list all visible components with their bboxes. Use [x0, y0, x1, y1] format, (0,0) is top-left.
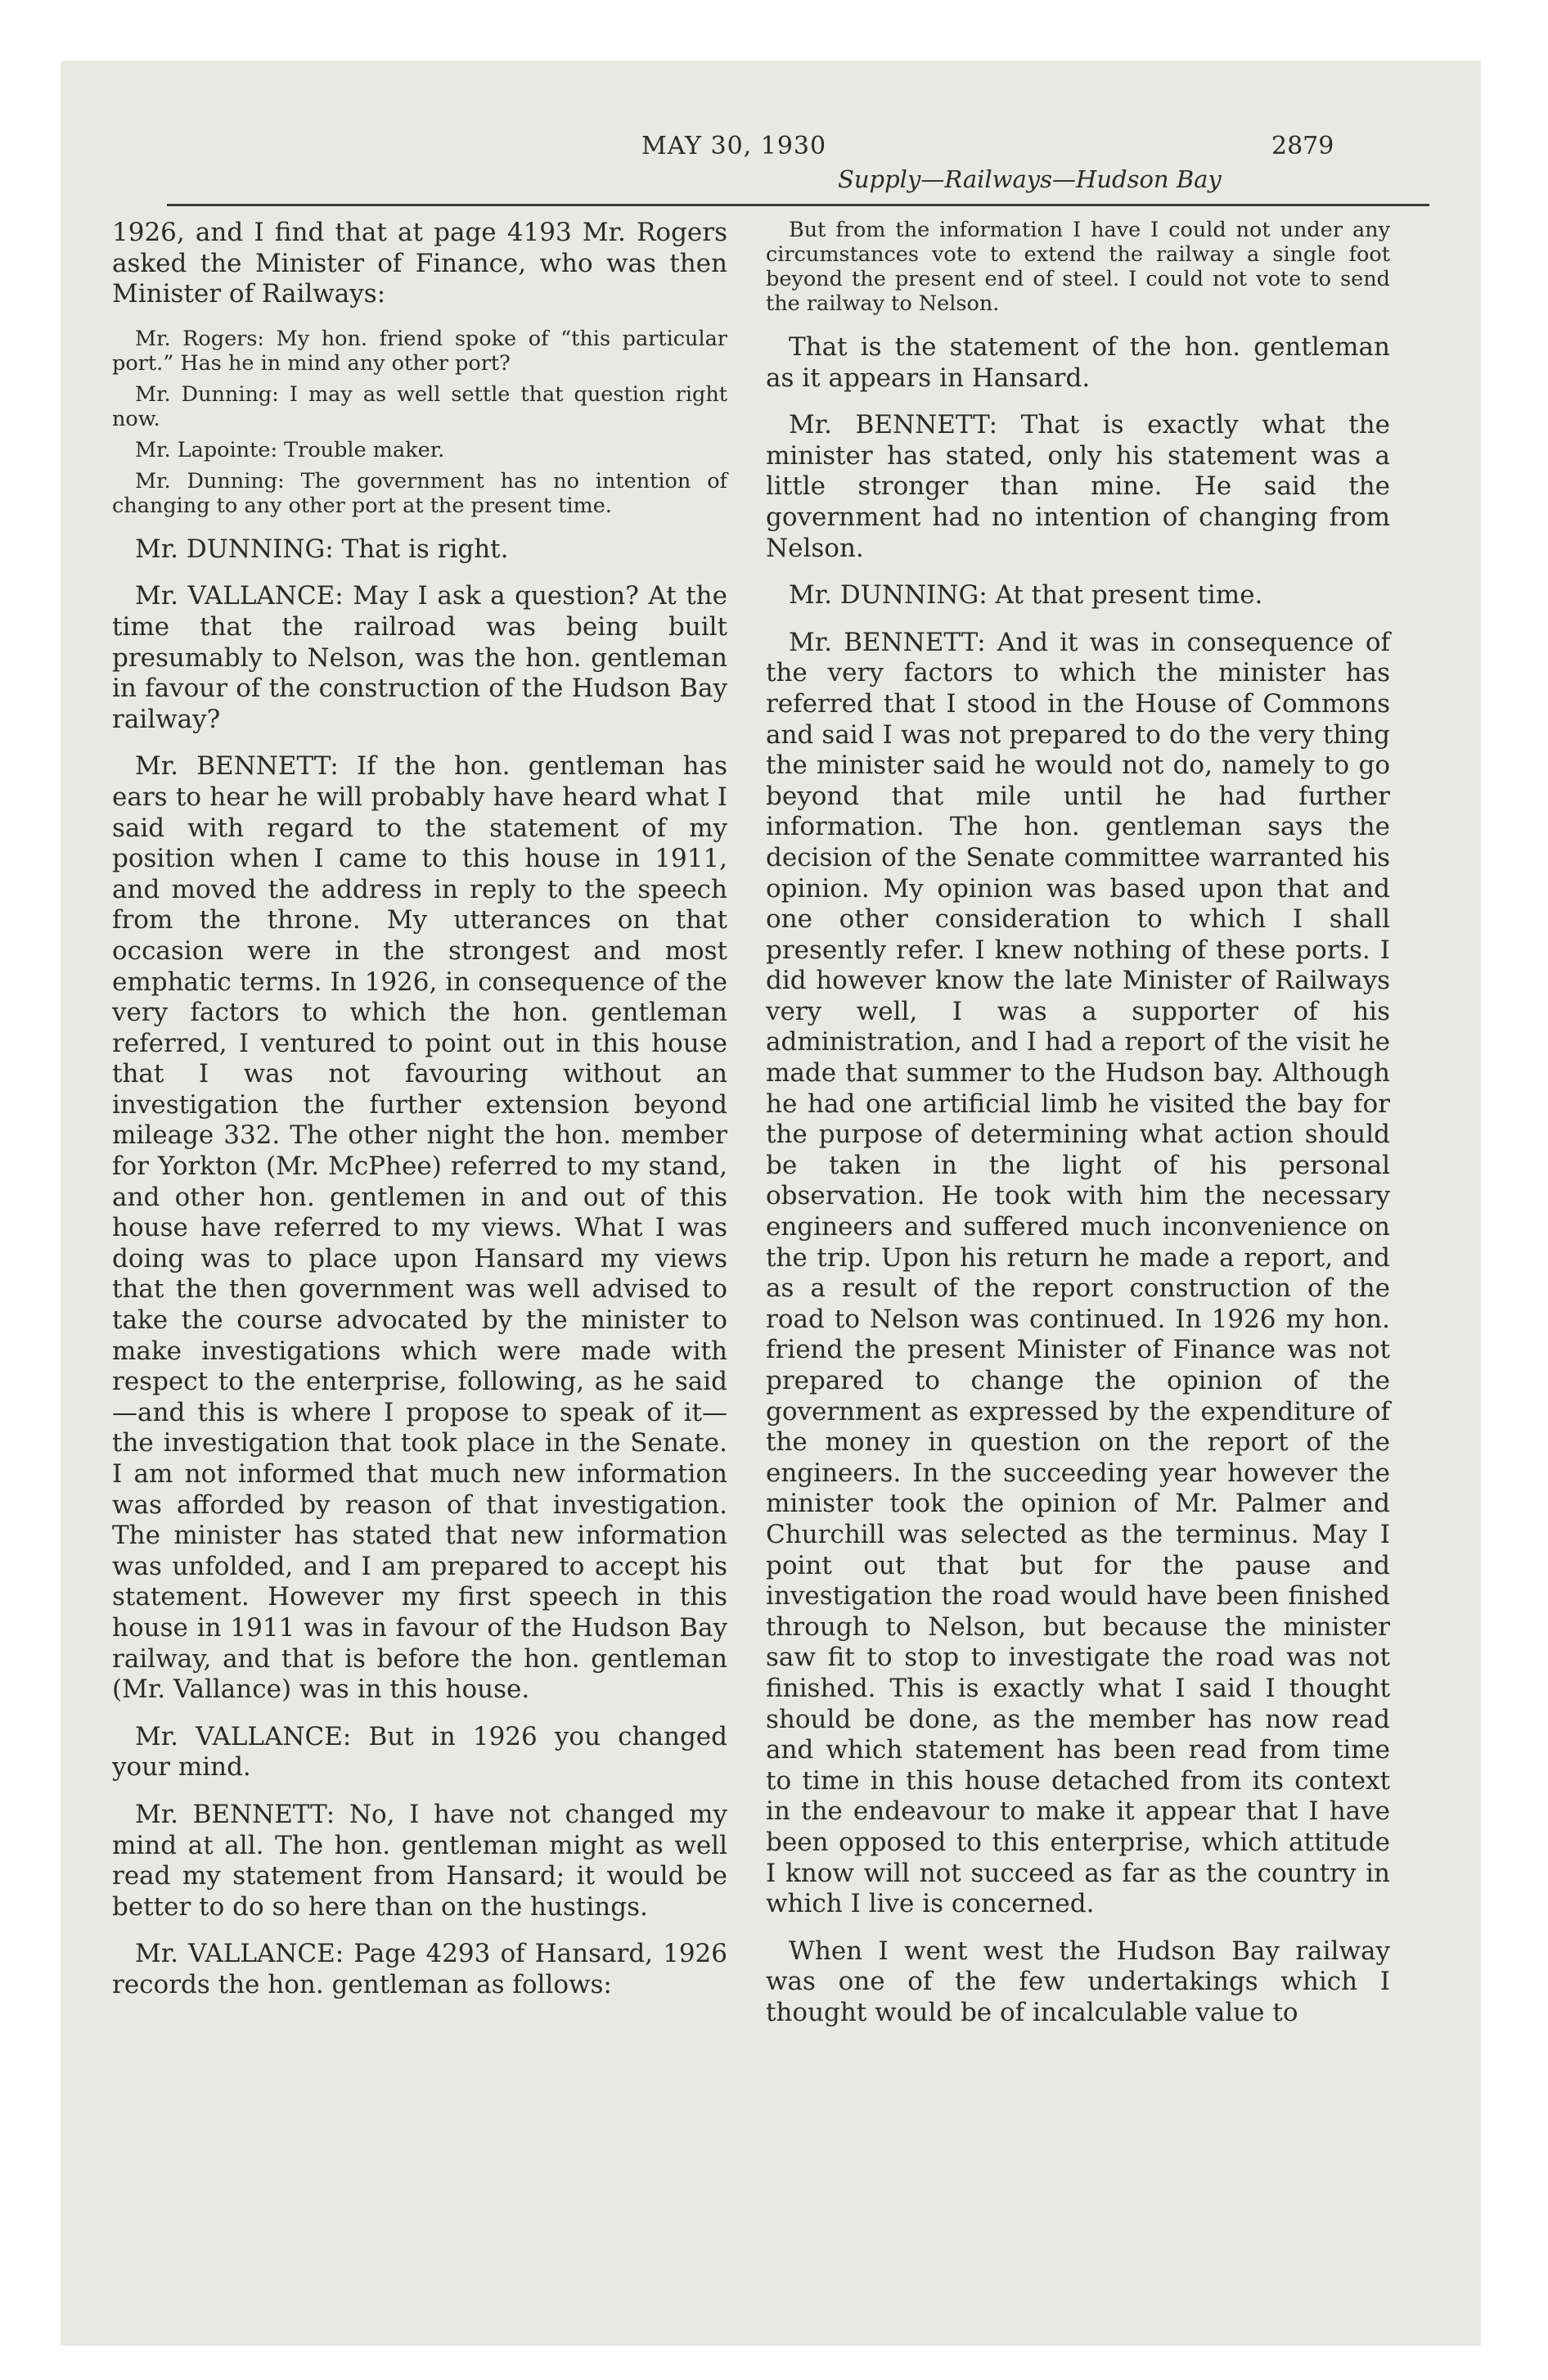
- paragraph: Mr. BENNETT: If the hon. gentleman has ears to hear he will probably have heard what I said with regard to the statement of my position when I came to this house in 1911, and moved the address in reply to the speech from the throne. My utterances on that occasion were in the strongest and most emphatic terms. In 1926, in consequence of the very factors to which the hon. gentleman referred, I ventured to point out in this house that I was not favouring without an investigation the further extension beyond mileage 332. The other night the hon. member for Yorkton (Mr. McPhee) referred to my stand, and other hon. gentlemen in and out of this house have referred to my views. What I was doing was to place upon Hansard my views that the then government was well advised to take the course advocated by the minister to make investigations which were made with respect to the enterprise, following, as he said—and this is where I propose to speak of it—the investigation that took place in the Senate. I am not informed that much new information was afforded by reason of that investigation. The minister has stated that new information was unfolded, and I am prepared to accept his statement. However my first speech in this house in 1911 was in favour of the Hudson Bay railway, and that is before the hon. gentleman (Mr. Vallance) was in this house.: [112, 751, 727, 1705]
- paragraph: 1926, and I find that at page 4193 Mr. Rogers asked the Minister of Finance, who was then Minister of Railways:: [112, 218, 727, 309]
- section-title: Supply—Railways—Hudson Bay: [838, 165, 1222, 193]
- page-date: MAY 30, 1930: [641, 132, 827, 160]
- paragraph: Mr. DUNNING: That is right.: [135, 534, 509, 564]
- paragraph: Mr. VALLANCE: Page 4293 of Hansard, 1926 records the hon. gentleman as follows:: [112, 1939, 727, 1999]
- quoted-paragraph: Mr. Dunning: I may as well settle that question right now.: [112, 381, 727, 431]
- quoted-paragraph: Mr. Lapointe: Trouble maker.: [135, 437, 445, 462]
- paragraph: Mr. VALLANCE: May I ask a question? At the time that the railroad was being built presumably to Nelson, was the hon. gentleman in favour of the construction of the Hudson Bay railway?: [112, 581, 727, 734]
- header-rule: [167, 204, 1429, 206]
- paragraph: Mr. BENNETT: And it was in consequence of the very factors to which the minister has referred that I stood in the House of Commons and said I was not prepared to do the very thing the minister said he would not do, namely to go beyond that mile until he had further information. The hon. gentleman says the decision of the Senate committee warranted his opinion. My opinion was based upon that and one other consideration to which I shall presently refer. I knew nothing of these ports. I did however know the late Minister of Railways very well, I was a supporter of his administration, and I had a report of the visit he made that summer to the Hudson bay. Although he had one artificial limb he visited the bay for the purpose of determining what action should be taken in the light of his personal observation. He took with him the necessary engineers and suffered much inconvenience on the trip. Upon his return he made a report, and as a result of the report construction of the road to Nelson was continued. In 1926 my hon. friend the present Minister of Finance was not prepared to change the opinion of the government as expressed by the expenditure of the money in question on the report of the engineers. In the succeeding year however the minister took the opinion of Mr. Palmer and Churchill was selected as the terminus. May I point out that but for the pause and investigation the road would have been finished through to Nelson, but because the minister saw fit to stop to investigate the road was not finished. This is exactly what I said I thought should be done, as the member has now read and which statement has been read from time to time in this house detached from its context in the endeavour to make it appear that I have been opposed to this enterprise, which attitude I know will not succeed as far as the country in which I live is concerned.: [766, 627, 1390, 1919]
- paragraph: Mr. BENNETT: That is exactly what the minister has stated, only his statement was a little stronger than mine. He said the government had no intention of changing from Nelson.: [766, 410, 1390, 563]
- quoted-paragraph: Mr. Dunning: The government has no intention of changing to any other port at the present time.: [112, 468, 727, 518]
- right-column: [766, 218, 1390, 2044]
- paragraph: When I went west the Hudson Bay railway was one of the few undertakings which I thought would be of incalculable value to: [766, 1936, 1390, 2027]
- paragraph: Mr. BENNETT: No, I have not changed my mind at all. The hon. gentleman might as well read my statement from Hansard; it would be better to do so here than on the hustings.: [112, 1799, 727, 1922]
- page-number: 2879: [1271, 132, 1334, 160]
- paragraph: Mr. VALLANCE: But in 1926 you changed your mind.: [112, 1721, 727, 1783]
- scanned-page: [61, 61, 1481, 2346]
- quoted-paragraph: Mr. Rogers: My hon. friend spoke of “this particular port.” Has he in mind any other port?: [112, 326, 727, 376]
- left-column: [112, 218, 727, 2017]
- paragraph: Mr. DUNNING: At that present time.: [789, 580, 1263, 611]
- paragraph: That is the statement of the hon. gentleman as it appears in Hansard.: [766, 332, 1390, 393]
- quoted-paragraph: But from the information I have I could not under any circumstances vote to extend the railway a single foot beyond the present end of steel. I could not vote to send the railway to Nelson.: [766, 218, 1390, 316]
